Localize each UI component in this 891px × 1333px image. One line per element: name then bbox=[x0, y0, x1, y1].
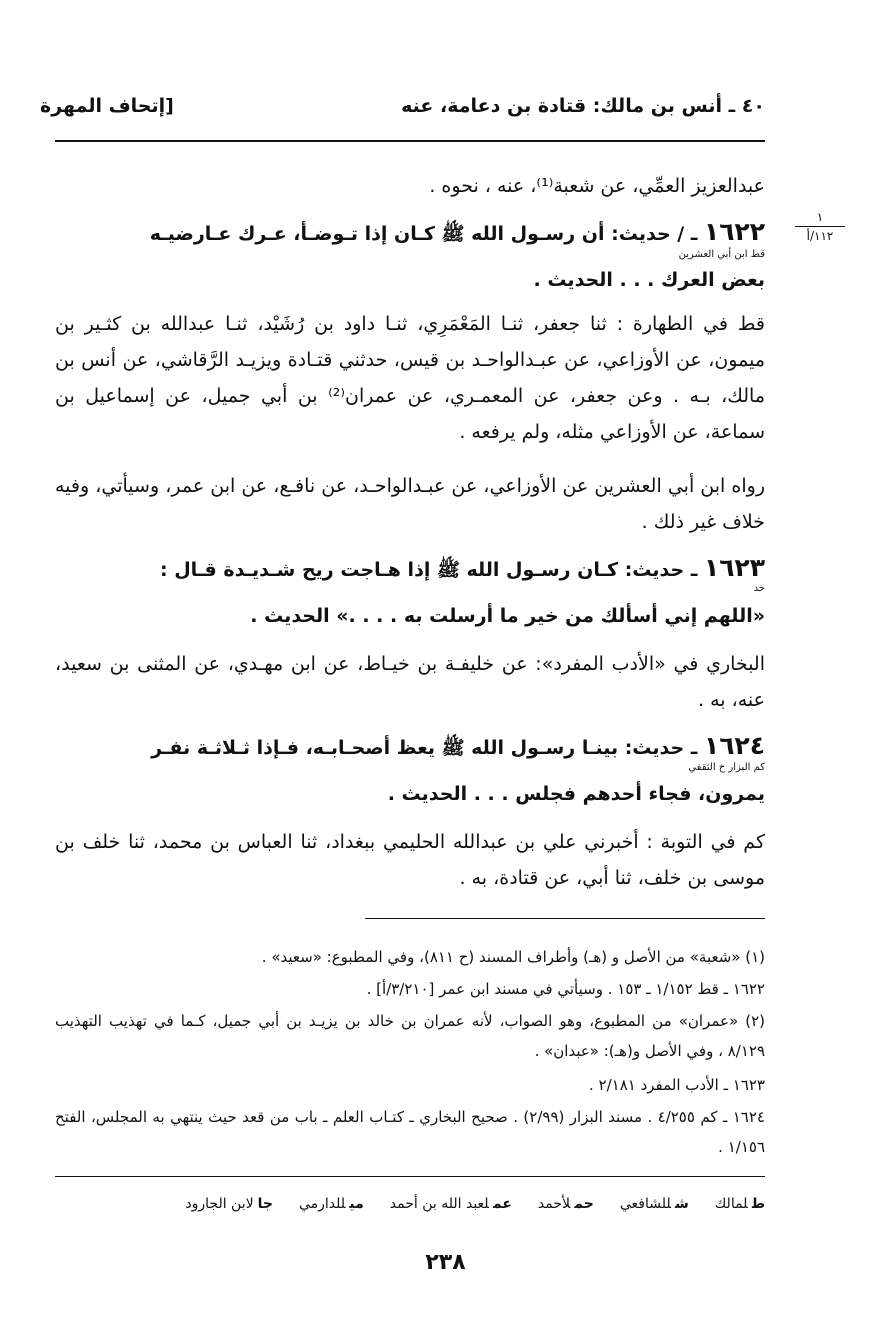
abbr-item: عملعبد الله بن أحمد bbox=[389, 1196, 512, 1212]
footnote-2: (٢) «عمران» من المطبوع، وهو الصواب، لأنه عمران بن خالد بن يزيـد بن أبي جميل، كـما في تهذيب التهذيب ٨/١٢٩ ، وفي الأصل و(هـ): «عبدان» . bbox=[55, 1012, 765, 1060]
abbr-item: جالابن الجارود bbox=[185, 1196, 273, 1212]
hadith-1624-tail: يمرون، فجاء أحدهم فجلس . . . الحديث . bbox=[387, 783, 765, 805]
running-header bbox=[40, 88, 765, 124]
hadith-1623-tail: «اللهم إني أسألك من خير ما أرسلت به . . . .» الحديث . bbox=[250, 605, 765, 627]
abbreviation-rule bbox=[55, 1176, 765, 1177]
margin-ref-top: ١ bbox=[816, 210, 824, 224]
source-annotation: قط ابن أبي العشرين bbox=[678, 249, 765, 260]
header-chapter-title: ٤٠ ـ أنس بن مالك: قتادة بن دعامة، عنه bbox=[401, 95, 765, 117]
source-annotation: خد bbox=[753, 583, 765, 594]
footnote-1: (١) «شعبة» من الأصل و (هـ) وأطراف المسند (ح ٨١١)، وفي المطبوع: «سعيد» . bbox=[261, 948, 765, 966]
paragraph-1623-sources: البخاري في «الأدب المفرد»: عن خليفـة بن خيـاط، عن ابن مهـدي، عن المثنى بن سعيد، عنه، به . bbox=[55, 653, 765, 711]
abbr-item: طلمالك bbox=[714, 1196, 765, 1212]
footnote-1624-ref: ١٦٢٤ ـ كم ٤/٢٥٥ . مسند البزار (٢/٩٩) . صحيح البخاري ـ كتـاب العلم ـ باب من قعد حيث ينتهي به المجلس، الفتح ١/١٥٦ . bbox=[55, 1108, 765, 1156]
footnote-rule bbox=[365, 918, 765, 919]
hadith-number: ١٦٢٢ bbox=[703, 217, 765, 246]
paragraph-1622-narration: رواه ابن أبي العشرين عن الأوزاعي، عن عبـدالواحـد، عن نافـع، عن ابن عمر، وسيأتي، وفيه خلاف غير ذلك . bbox=[55, 475, 765, 533]
footnote-1622-ref: ١٦٢٢ ـ قط ١/١٥٢ ـ ١٥٣ . وسيأتي في مسند ابن عمر [٣/٢١٠/أ] . bbox=[366, 980, 765, 998]
hadith-number: ١٦٢٤ bbox=[703, 731, 765, 760]
abbr-item: حملأحمد bbox=[537, 1196, 594, 1212]
margin-reference bbox=[795, 208, 845, 245]
hadith-title: ـ حديث: بينـا رسـول الله ﷺ يعظ أصحـابـه، فـإذا ثـلاثـة نفـر bbox=[151, 737, 698, 759]
intro-line: عبدالعزيز العمِّي، عن شعبة⁽¹⁾، عنه ، نحوه . bbox=[429, 175, 765, 197]
footnote-1623-ref: ١٦٢٣ ـ الأدب المفرد ٢/١٨١ . bbox=[588, 1076, 765, 1094]
hadith-title: ـ / حديث: أن رسـول الله ﷺ كـان إذا تـوضـأ، عـرك عـارضيـه bbox=[149, 223, 698, 245]
paragraph-1624-sources: كم في التوبة : أخبرني علي بن عبدالله الحليمي ببغداد، ثنا العباس بن محمد، ثنا خلف بن موسى بن خلف، ثنا أبي، عن قتادة، به . bbox=[55, 831, 765, 889]
paragraph-1622-sources: قط في الطهارة : ثنا جعفر، ثنـا المَعْمَرِي، ثنـا داود بن رُشَيْد، ثنـا عبدالله بن كثـير بن ميمون، عن الأوزاعي، عن عبـدالواحـد بن قيس، حدثني قتـادة ويزيـد الرَّقاشي، عن أنس بن مالك، بـه . وعن جعفر، عن المعمـري، عن عمران⁽²⁾ بن أبي جميل، عن إسماعيل بن سماعة، عن الأوزاعي مثله، ولم يرفعه . bbox=[55, 313, 765, 443]
abbreviation-key bbox=[55, 1196, 765, 1212]
hadith-1622-heading bbox=[55, 214, 765, 252]
abbr-item: ميللدارمي bbox=[298, 1196, 364, 1212]
margin-ref-bottom: ١١٢/أ bbox=[795, 226, 845, 245]
page-number: ٢٣٨ bbox=[425, 1250, 466, 1275]
hadith-1624-heading bbox=[55, 728, 765, 766]
source-annotation: كم البزار خ الثقفي bbox=[688, 762, 765, 773]
header-book-title: [إتحاف المهرة bbox=[40, 95, 174, 117]
hadith-1623-heading bbox=[55, 550, 765, 588]
hadith-number: ١٦٢٣ bbox=[703, 553, 765, 582]
abbr-item: شللشافعي bbox=[619, 1196, 689, 1212]
hadith-title: ـ حديث: كـان رسـول الله ﷺ إذا هـاجت ريح شـديـدة قـال : bbox=[159, 559, 698, 581]
hadith-1622-tail: بعض العرك . . . الحديث . bbox=[533, 269, 765, 291]
header-rule bbox=[55, 140, 765, 142]
